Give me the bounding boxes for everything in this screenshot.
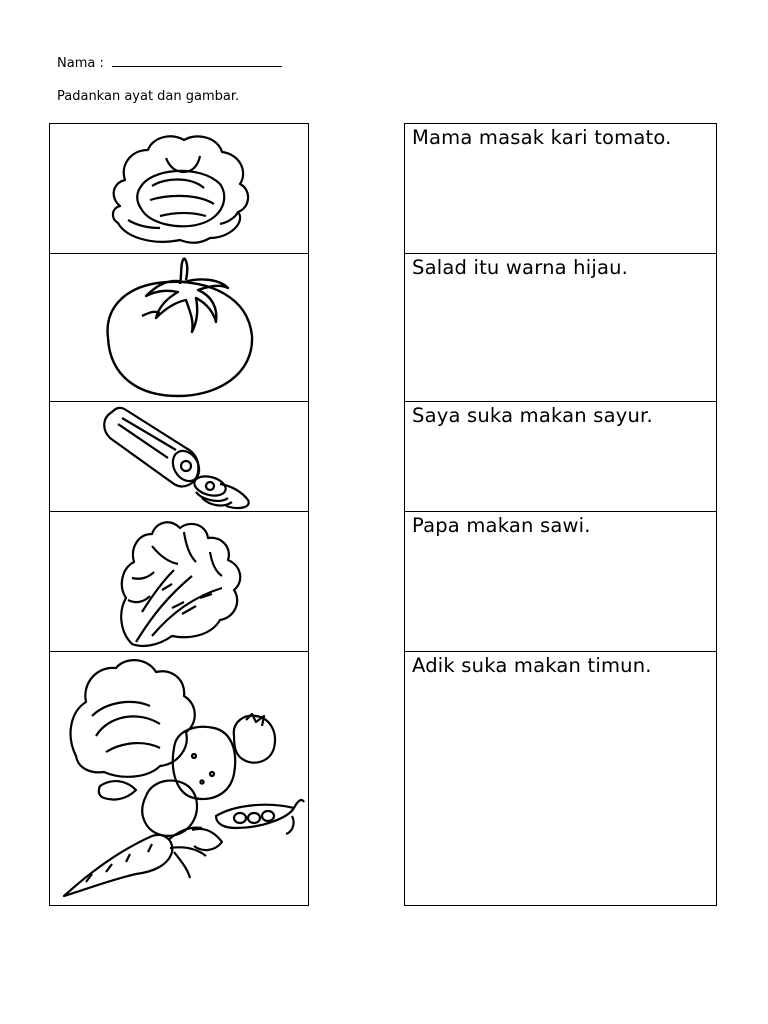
tomato-icon: [98, 256, 258, 400]
cabbage-icon: [80, 128, 280, 250]
name-label: Nama :: [57, 56, 104, 71]
sentence-cell-4[interactable]: [404, 511, 717, 651]
sentence-cell-1[interactable]: [404, 123, 717, 253]
picture-cell-tomato[interactable]: [49, 253, 309, 401]
sentence-text: Saya suka makan sayur.: [412, 404, 653, 427]
picture-cell-mustard-greens[interactable]: [49, 511, 309, 651]
picture-cell-cucumber[interactable]: [49, 401, 309, 511]
mustard-greens-icon: [112, 516, 252, 648]
sentence-cell-5[interactable]: [404, 651, 717, 906]
sentence-text: Mama masak kari tomato.: [412, 126, 672, 149]
mixed-vegetables-icon: [56, 656, 306, 902]
picture-cell-cabbage[interactable]: [49, 123, 309, 253]
sentence-text: Salad itu warna hijau.: [412, 256, 629, 279]
sentence-text: Papa makan sawi.: [412, 514, 591, 537]
sentence-text: Adik suka makan timun.: [412, 654, 652, 677]
name-field-row: [57, 54, 282, 71]
name-blank-line[interactable]: [112, 54, 282, 67]
sentence-cell-3[interactable]: [404, 401, 717, 511]
sentence-cell-2[interactable]: [404, 253, 717, 401]
instruction-text: Padankan ayat dan gambar.: [57, 89, 240, 104]
picture-cell-mixed-vegetables[interactable]: [49, 651, 309, 906]
cucumber-icon: [98, 404, 258, 510]
